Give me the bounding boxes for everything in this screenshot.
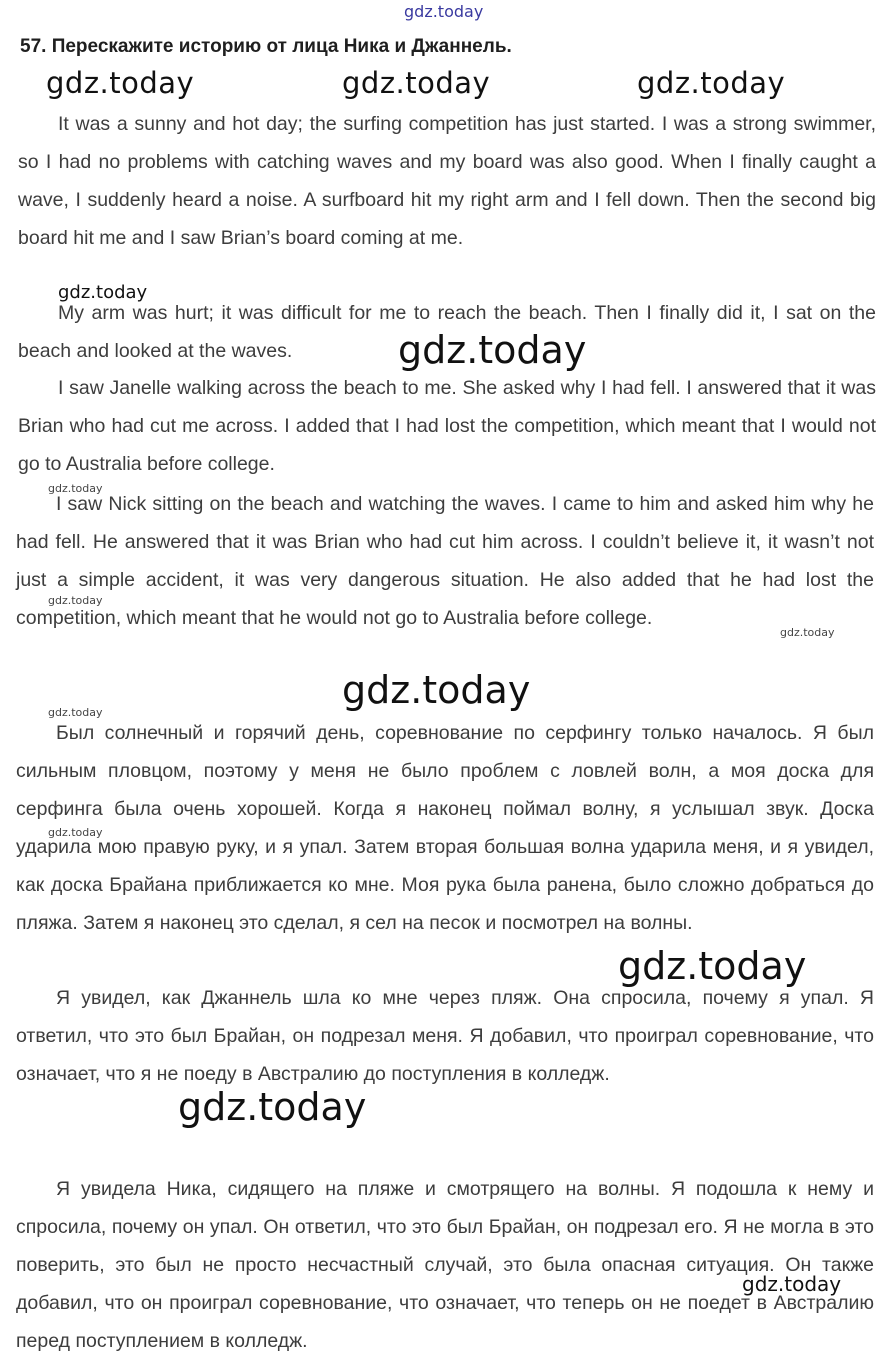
watermark: gdz.today [742, 1272, 842, 1296]
watermark: gdz.today [48, 482, 103, 495]
watermark: gdz.today [48, 594, 103, 607]
watermark: gdz.today [618, 944, 807, 988]
watermark: gdz.today [48, 706, 103, 719]
russian-paragraph: Я увидела Ника, сидящего на пляже и смотрящего на волны. Я подошла к нему и спросила, почему он упал. Он ответил, что это был Брайан, он подрезал его. Я не могла в это поверить, это был не просто несчастный случай, это была опасная ситуация. Он также добавил, что он проиграл соревнование, что означает, что теперь он не поедет в Австралию перед поступлением в колледж. [16, 1178, 874, 1352]
watermark: gdz.today [48, 826, 103, 839]
exercise-title: 57. Перескажите историю от лица Ника и Джаннель. [20, 36, 512, 57]
russian-paragraph: Был солнечный и горячий день, соревнование по серфингу только началось. Я был сильным пловцом, поэтому у меня не было проблем с ловлей волн, а моя доска для серфинга была очень хорошей. Когда я наконец поймал волну, я услышал звук. Доска ударила мою правую руку, и я упал. Затем вторая большая волна ударила меня, и я увидел, как доска Брайана приближается ко мне. Моя рука была ранена, было сложно добраться до пляжа. Затем я наконец это сделал, я сел на песок и посмотрел на волны. [16, 722, 874, 934]
watermark-top: gdz.today [404, 2, 484, 21]
watermark: gdz.today [342, 66, 491, 100]
watermark: gdz.today [178, 1085, 367, 1129]
english-paragraph: I saw Nick sitting on the beach and watching the waves. I came to him and asked him why he had fell. He answered that it was Brian who had cut him across. I couldn’t believe it, it wasn’t not just a simple accident, it was very dangerous situation. He also added that he had lost the competition, which meant that he would not go to Australia before college. [16, 493, 874, 629]
watermark: gdz.today [780, 626, 835, 639]
russian-paragraph: Я увидел, как Джаннель шла ко мне через пляж. Она спросила, почему я упал. Я ответил, что это был Брайан, он подрезал меня. Я добавил, что проиграл соревнование, что означает, что я не поеду в Австралию до поступления в колледж. [16, 987, 874, 1085]
watermark: gdz.today [46, 66, 195, 100]
english-paragraph: I saw Janelle walking across the beach to me. She asked why I had fell. I answered that it was Brian who had cut me across. I added that I had lost the competition, which meant that I would not go to Australia before college. [18, 377, 876, 475]
watermark: gdz.today [398, 328, 587, 372]
watermark: gdz.today [58, 282, 148, 303]
watermark: gdz.today [342, 668, 531, 712]
english-paragraph: My arm was hurt; it was difficult for me to reach the beach. Then I finally did it, I sat on the beach and looked at the waves. [18, 302, 876, 362]
watermark: gdz.today [637, 66, 786, 100]
english-paragraph: It was a sunny and hot day; the surfing competition has just started. I was a strong swimmer, so I had no problems with catching waves and my board was also good. When I finally caught a wave, I suddenly heard a noise. A surfboard hit my right arm and I fell down. Then the second big board hit me and I saw Brian’s board coming at me. [18, 113, 876, 249]
